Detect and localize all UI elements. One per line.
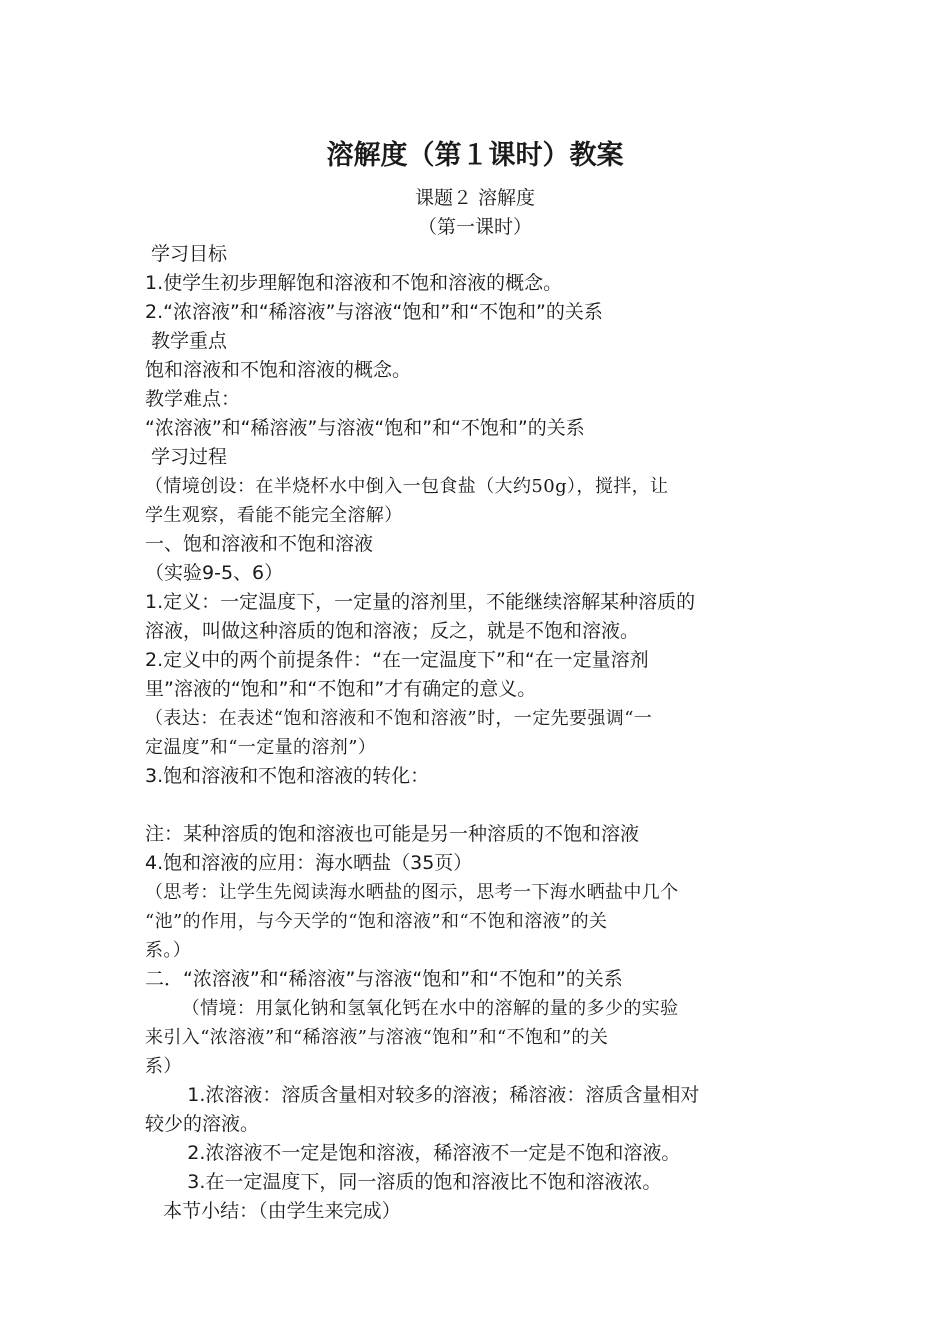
paragraph-line: 2.浓溶液不一定是饱和溶液，稀溶液不一定是不饱和溶液。 — [145, 1142, 681, 1164]
section-heading-1: 一、饱和溶液和不饱和溶液 — [145, 533, 374, 555]
paragraph-line: 4.饱和溶液的应用：海水晒盐（35页） — [145, 852, 473, 874]
paragraph-line: 溶液，叫做这种溶质的饱和溶液；反之，就是不饱和溶液。 — [145, 620, 640, 642]
situation-note: （情境：用氯化钠和氢氧化钙在水中的溶解的量的多少的实验 — [145, 998, 679, 1019]
summary-line: 本节小结：（由学生来完成） — [145, 1200, 401, 1222]
document-subtitle: 课题２ 溶解度 — [414, 187, 536, 209]
heading-key-points: 教学重点 — [145, 330, 228, 352]
paragraph-line: （实验9-5、6） — [145, 562, 284, 584]
thinking-note: （思考：让学生先阅读海水晒盐的图示，思考一下海水晒盐中几个 — [145, 882, 679, 903]
document-title: 溶解度（第１课时）教案 — [326, 140, 624, 171]
paragraph-line: 1.浓溶液：溶质含量相对较多的溶液；稀溶液：溶质含量相对 — [145, 1084, 700, 1106]
paragraph-line: 1.定义：一定温度下，一定量的溶剂里，不能继续溶解某种溶质的 — [145, 591, 696, 613]
blank-line — [145, 791, 805, 820]
situation-note: （情境创设：在半烧杯水中倒入一包食盐（大约50g），搅拌，让 — [145, 476, 669, 497]
heading-difficulties: 教学难点： — [145, 388, 241, 410]
paragraph-line: 注：某种溶质的饱和溶液也可能是另一种溶质的不饱和溶液 — [145, 823, 640, 845]
thinking-note: “池”的作用，与今天学的“饱和溶液”和“不饱和溶液”的关 — [145, 911, 608, 932]
heading-process: 学习过程 — [145, 446, 228, 468]
situation-note: 学生观察，看能不能完全溶解） — [145, 505, 403, 526]
paragraph-line: 饱和溶液和不饱和溶液的概念。 — [145, 359, 412, 381]
paragraph-line: 2.“浓溶液”和“稀溶液”与溶液“饱和”和“不饱和”的关系 — [145, 301, 603, 323]
paragraph-line: 3.饱和溶液和不饱和溶液的转化： — [145, 765, 430, 787]
paragraph-line: “浓溶液”和“稀溶液”与溶液“饱和”和“不饱和”的关系 — [145, 417, 585, 439]
paragraph-line: 2.定义中的两个前提条件：“在一定温度下”和“在一定量溶剂 — [145, 649, 649, 671]
expression-note: （表达：在表述“饱和溶液和不饱和溶液”时，一定先要强调“一 — [145, 708, 653, 729]
heading-objectives: 学习目标 — [145, 243, 228, 265]
section-heading-2: 二．“浓溶液”和“稀溶液”与溶液“饱和”和“不饱和”的关系 — [145, 968, 623, 990]
paragraph-line: 1.使学生初步理解饱和溶液和不饱和溶液的概念。 — [145, 272, 563, 294]
paragraph-line: 较少的溶液。 — [145, 1113, 260, 1135]
situation-note: 来引入“浓溶液”和“稀溶液”与溶液“饱和”和“不饱和”的关 — [145, 1027, 609, 1048]
session-label: （第一课时） — [417, 216, 532, 238]
expression-note: 定温度”和“一定量的溶剂”） — [145, 737, 377, 758]
paragraph-line: 里”溶液的“饱和”和“不饱和”才有确定的意义。 — [145, 678, 537, 700]
paragraph-line: 3.在一定温度下，同一溶质的饱和溶液比不饱和溶液浓。 — [145, 1171, 662, 1193]
document-body — [145, 240, 805, 1226]
thinking-note: 系。） — [145, 940, 192, 961]
situation-note: 系） — [145, 1056, 182, 1077]
